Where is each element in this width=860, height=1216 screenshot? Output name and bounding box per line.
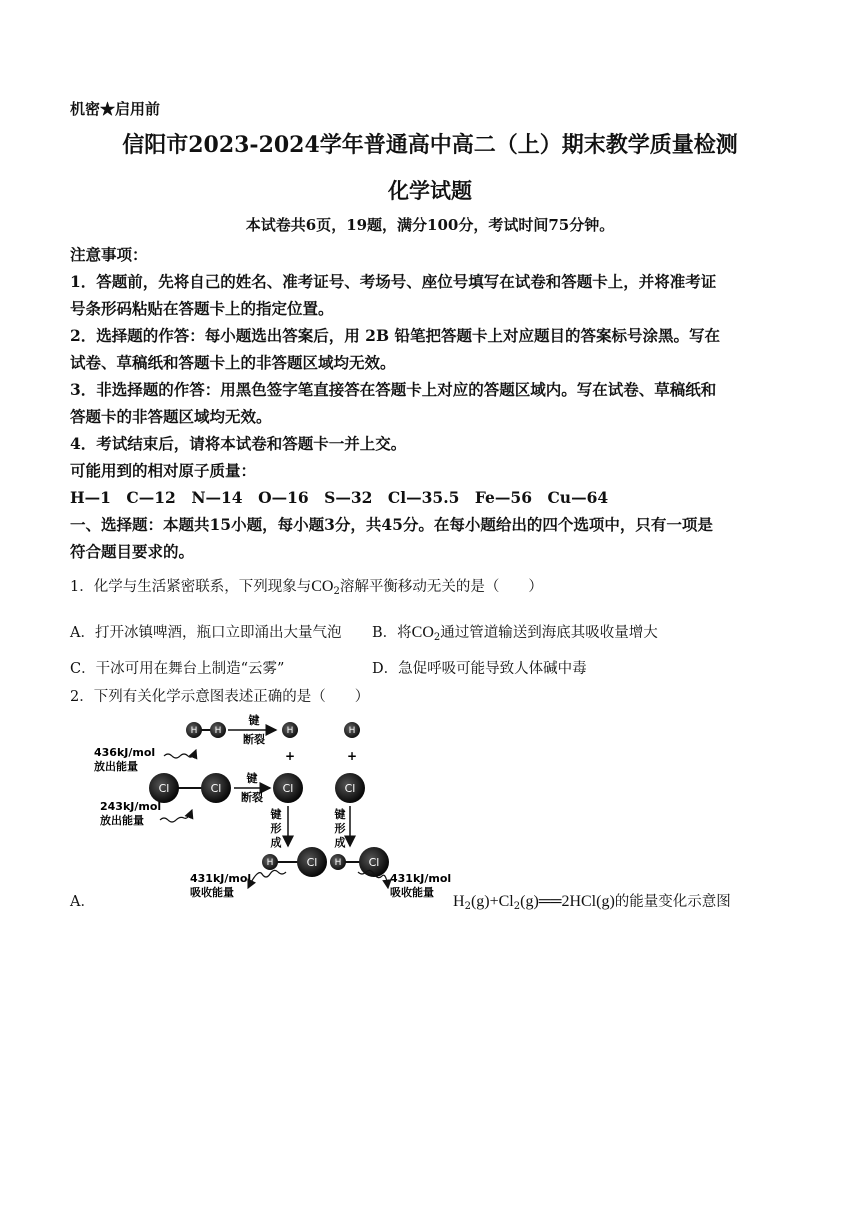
- q1-option-d: D．急促呼吸可能导致人体碱中毒: [372, 661, 587, 677]
- wavy-arrow: [248, 870, 286, 888]
- form-label: 成: [270, 836, 282, 849]
- eq-cl: Cl: [498, 893, 514, 910]
- energy-value: 436kJ/mol: [94, 746, 156, 759]
- subject-title: 化学试题: [388, 178, 472, 203]
- exam-meta: 本试卷共6页，19题，满分100分，考试时间75分钟。: [245, 216, 615, 234]
- cl-atom-symbol: Cl: [306, 856, 318, 869]
- bond-energy-diagram: [90, 712, 460, 912]
- question-1-stem: [70, 575, 543, 597]
- h-atom-symbol: H: [190, 726, 198, 736]
- plus-sign: +: [284, 749, 296, 763]
- formula-subscript: 2: [333, 586, 340, 597]
- break-label: 键: [246, 772, 258, 785]
- cl-atom-symbol: Cl: [344, 782, 356, 795]
- energy-value: 431kJ/mol: [190, 872, 252, 885]
- plus-sign: +: [346, 749, 358, 763]
- cl-atom-symbol: Cl: [282, 782, 294, 795]
- energy-value: 243kJ/mol: [100, 800, 162, 813]
- notice-heading: 注意事项：: [70, 245, 148, 264]
- energy-value: 431kJ/mol: [390, 872, 452, 885]
- h-atom-symbol: H: [214, 726, 222, 736]
- section-heading: 一、选择题：本题共15小题，每小题3分，共45分。在每小题给出的四个选项中，只有一项是: [70, 515, 713, 534]
- break-label: 断裂: [241, 791, 263, 804]
- break-label: 断裂: [243, 733, 265, 746]
- break-label: 键: [248, 714, 260, 727]
- q1-option-b: [372, 621, 658, 643]
- notice-line: 试卷、草稿纸和答题卡上的非答题区域均无效。: [70, 353, 396, 372]
- q1-text: 1．化学与生活紧密联系，下列现象与: [70, 579, 312, 595]
- co2-formula: CO: [311, 578, 334, 595]
- cl-atom-symbol: Cl: [158, 782, 170, 795]
- form-label: 形: [334, 822, 346, 835]
- formula-subscript: 2: [433, 632, 441, 643]
- h-atom-symbol: H: [348, 726, 356, 736]
- notice-line: 4．考试结束后，请将本试卷和答题卡一并上交。: [70, 434, 407, 453]
- h-atom-symbol: H: [286, 726, 294, 736]
- wavy-arrow: [164, 750, 196, 758]
- form-label: 成: [334, 836, 346, 849]
- notice-line: 3．非选择题的作答：用黑色签字笔直接答在答题卡上对应的答题区域内。写在试卷、草稿纸和: [70, 380, 717, 399]
- question-2-stem: 2．下列有关化学示意图表述正确的是（ ）: [70, 689, 370, 705]
- eq-state: (g): [470, 893, 490, 910]
- formula-subscript: 2: [513, 901, 521, 912]
- formula-subscript: 2: [464, 901, 471, 912]
- cl-atom-symbol: Cl: [210, 782, 222, 795]
- equation-caption: [453, 890, 731, 912]
- masses-heading: 可能用到的相对原子质量：: [70, 461, 257, 480]
- q1-option-a: A．打开冰镇啤酒，瓶口立即涌出大量气泡: [70, 625, 342, 641]
- q1-text-end: 溶解平衡移动无关的是（ ）: [339, 579, 543, 595]
- energy-text: 放出能量: [100, 814, 144, 827]
- masses-list: H—1 C—12 N—14 O—16 S—32 Cl—35.5 Fe—56 Cu—64: [70, 488, 609, 507]
- notice-line: 1．答题前，先将自己的姓名、准考证号、考场号、座位号填写在试卷和答题卡上，并将准考证: [70, 272, 717, 291]
- caption-text: 的能量变化示意图: [614, 894, 731, 910]
- h-atom-symbol: H: [334, 858, 342, 868]
- notice-line: 答题卡的非答题区域均无效。: [70, 407, 272, 426]
- energy-text: 吸收能量: [190, 886, 234, 899]
- eq-hcl: 2HCl: [561, 893, 597, 910]
- energy-text: 吸收能量: [390, 886, 434, 899]
- section-heading-cont: 符合题目要求的。: [70, 542, 195, 561]
- eq-state: (g): [520, 893, 539, 910]
- eq-equals: ══: [538, 893, 562, 910]
- form-label: 键: [334, 808, 346, 821]
- form-label: 键: [270, 808, 282, 821]
- notice-line: 2．选择题的作答：每小题选出答案后，用 2B 铅笔把答题卡上对应题目的答案标号涂黑。写在: [70, 326, 720, 345]
- secret-label: 机密★启用前: [70, 100, 161, 118]
- eq-plus: +: [489, 893, 499, 910]
- q2-option-a-label: A．: [70, 894, 95, 910]
- q1-b-text-end: 通过管道输送到海底其吸收量增大: [440, 625, 658, 641]
- q1-b-text: B．将: [372, 625, 412, 641]
- eq-state: (g): [596, 893, 615, 910]
- energy-text: 放出能量: [94, 760, 138, 773]
- form-label: 形: [270, 822, 282, 835]
- notice-line: 号条形码粘贴在答题卡上的指定位置。: [70, 299, 334, 318]
- co2-formula: CO: [411, 624, 434, 641]
- exam-title: 信阳市2023-2024学年普通高中高二（上）期末教学质量检测: [122, 132, 738, 158]
- eq-h: H: [453, 893, 465, 910]
- wavy-arrow: [160, 810, 192, 822]
- q1-option-c: C．干冰可用在舞台上制造“云雾”: [70, 661, 285, 677]
- cl-atom-symbol: Cl: [368, 856, 380, 869]
- h-atom-symbol: H: [266, 858, 274, 868]
